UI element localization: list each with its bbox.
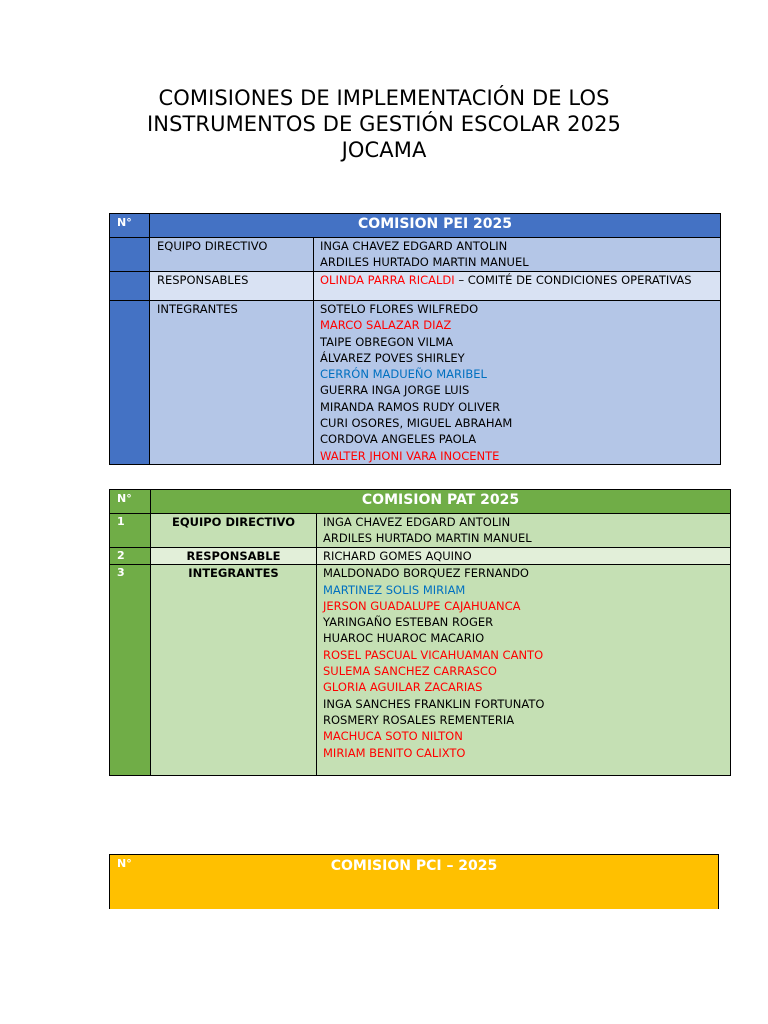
pei-row-number (110, 272, 150, 301)
pat-row-label: INTEGRANTES (151, 565, 317, 776)
pei-header-row (110, 214, 721, 238)
title-line-1: COMISIONES DE IMPLEMENTACIÓN DE LOS (158, 86, 610, 110)
pei-row-equipo-directivo (110, 238, 721, 272)
pei-row-label: RESPONSABLES (150, 272, 314, 301)
pat-number-header: N° (110, 490, 151, 514)
pat-member: ARDILES HURTADO MARTIN MANUEL (323, 531, 532, 546)
pei-row-names (314, 301, 721, 465)
pat-commission-table (109, 489, 731, 776)
pat-member: GLORIA AGUILAR ZACARIAS (323, 680, 483, 695)
pci-caption: COMISION PCI – 2025 (330, 858, 498, 874)
pei-member: CURI OSORES, MIGUEL ABRAHAM (320, 416, 513, 431)
pei-commission-table (109, 213, 721, 465)
pei-member: SOTELO FLORES WILFREDO (320, 302, 479, 316)
pei-row-label: EQUIPO DIRECTIVO (150, 238, 314, 272)
pei-row-number (110, 238, 150, 272)
title-line-3: JOCAMA (341, 138, 427, 162)
pat-row-names (317, 514, 731, 548)
pei-member: ÁLVAREZ POVES SHIRLEY (320, 350, 465, 365)
pei-member: MIRANDA RAMOS RUDY OLIVER (320, 399, 501, 414)
pat-row-number: 1 (110, 514, 151, 548)
pat-member: INGA CHAVEZ EDGARD ANTOLIN (323, 515, 511, 529)
pat-row-label: RESPONSABLE (151, 548, 317, 565)
pei-member: TAIPE OBREGON VILMA (320, 334, 454, 349)
pei-member: MARCO SALAZAR DIAZ (320, 318, 452, 333)
pei-member: CORDOVA ANGELES PAOLA (320, 432, 477, 447)
pei-row-names (314, 272, 721, 301)
pei-caption: COMISION PEI 2025 (150, 214, 721, 238)
pat-member: MACHUCA SOTO NILTON (323, 729, 463, 744)
pat-row-names (317, 548, 731, 565)
pat-member: YARINGAÑO ESTEBAN ROGER (323, 615, 494, 630)
pat-member: JERSON GUADALUPE CAJAHUANCA (323, 598, 521, 613)
pat-row-number: 2 (110, 548, 151, 565)
pat-header-row (110, 490, 731, 514)
pei-responsable-committee: – COMITÉ DE CONDICIONES OPERATIVAS (454, 273, 692, 287)
pat-row-names (317, 565, 731, 776)
pat-member: HUAROC HUAROC MACARIO (323, 631, 485, 646)
pei-row-number (110, 301, 150, 465)
pei-row-responsables (110, 272, 721, 301)
pat-member: RICHARD GOMES AQUINO (323, 549, 472, 563)
pat-row-integrantes (110, 565, 731, 776)
pei-member: CERRÓN MADUEÑO MARIBEL (320, 367, 487, 382)
pat-member: MIRIAM BENITO CALIXTO (323, 745, 466, 760)
pei-member: INGA CHAVEZ EDGARD ANTOLIN (320, 239, 508, 253)
pci-number-header: N° (117, 857, 132, 870)
document-title (0, 85, 768, 163)
pat-member: MARTINEZ SOLIS MIRIAM (323, 582, 466, 597)
pat-member: ROSEL PASCUAL VICAHUAMAN CANTO (323, 647, 544, 662)
pei-member: WALTER JHONI VARA INOCENTE (320, 448, 500, 463)
pat-member: INGA SANCHES FRANKLIN FORTUNATO (323, 696, 545, 711)
pat-row-equipo-directivo (110, 514, 731, 548)
pat-member: MALDONADO BORQUEZ FERNANDO (323, 566, 529, 581)
pat-member: ROSMERY ROSALES REMENTERIA (323, 712, 515, 727)
pei-row-integrantes (110, 301, 721, 465)
title-line-2: INSTRUMENTOS DE GESTIÓN ESCOLAR 2025 (146, 112, 622, 136)
pci-commission-header (109, 854, 719, 909)
pat-row-label: EQUIPO DIRECTIVO (151, 514, 317, 548)
pei-row-label: INTEGRANTES (150, 301, 314, 465)
pat-member: SULEMA SANCHEZ CARRASCO (323, 664, 497, 679)
pei-row-names (314, 238, 721, 272)
pei-member: GUERRA INGA JORGE LUIS (320, 383, 470, 398)
pei-responsable-name: OLINDA PARRA RICALDI (320, 273, 455, 287)
pei-number-header: N° (110, 214, 150, 238)
pei-member: ARDILES HURTADO MARTIN MANUEL (320, 255, 529, 270)
pat-row-responsable (110, 548, 731, 565)
pat-caption: COMISION PAT 2025 (151, 490, 731, 514)
pat-row-number: 3 (110, 565, 151, 776)
